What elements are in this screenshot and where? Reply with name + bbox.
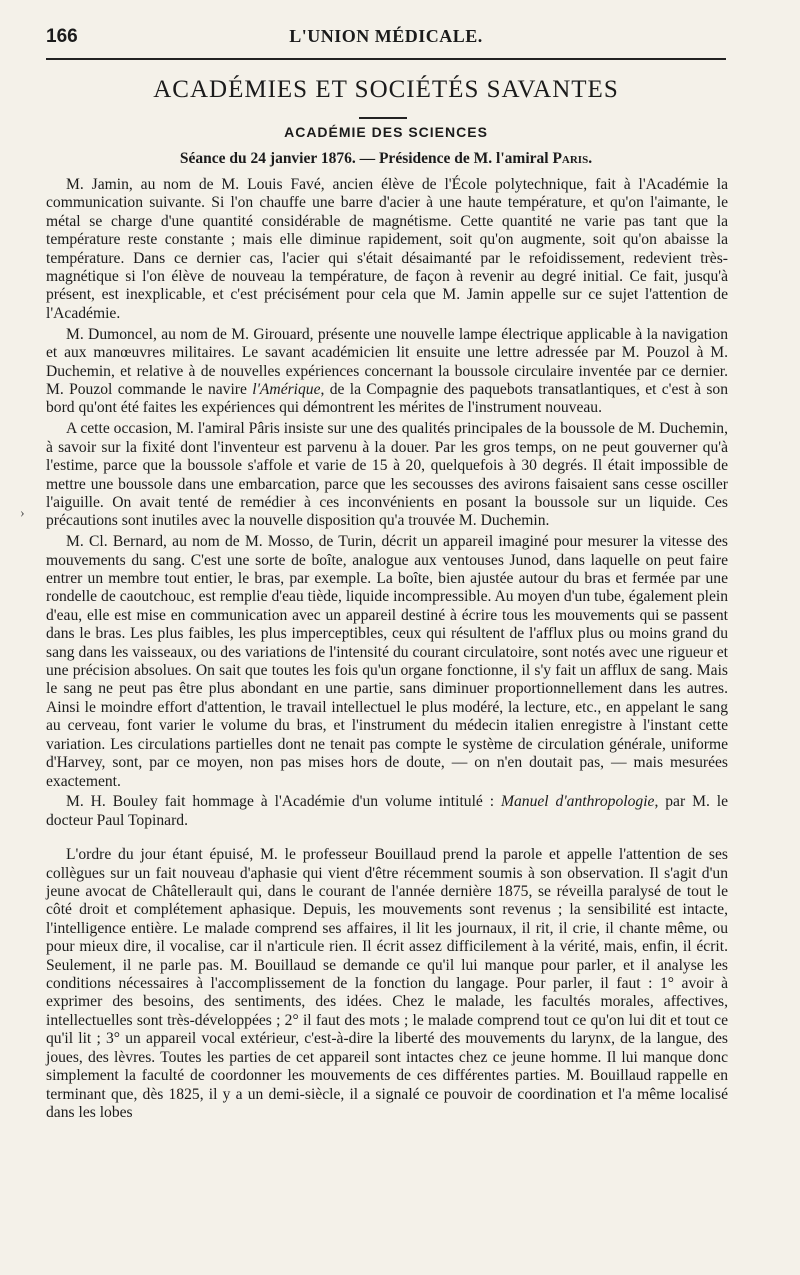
paragraph-text: M. Dumoncel, au nom de M. Girouard, présente une nouvelle lampe électrique applicable à la navigation et aux manœuvres militaires. Le savant académicien lit ensuite une lettre adressée par M. Pouzol à M. Duchemin, et relative à de nouvelles expériences concernant la boussole circulaire inventée par ce dernier. M. Pouzol commande le navire	[46, 325, 728, 398]
section-divider	[359, 117, 407, 119]
journal-title: L'UNION MÉDICALE.	[289, 26, 483, 46]
paragraph-jamin: M. Jamin, au nom de M. Louis Favé, ancien élève de l'École polytechnique, fait à l'Académie la communication suivante. Si l'on chauffe une barre d'acier à une haute température, et qu'on l'aimante, le métal se charge d'une quantité considérable de magnétisme. Cette quantité ne varie pas tant que la température reste constante ; mais elle diminue rapidement, soit qu'on augmente, soit qu'on abaisse la température. Dans ce dernier cas, l'acier qui s'était désaimanté par le refoidissement, redevient très-magnétique si l'on élève de nouveau la température, de façon à revenir au degré initial. Ce fait, jusqu'à présent, est inexplicable, et c'est précisément pour cela que M. Jamin appelle sur ce sujet l'attention de l'Académie.	[46, 176, 728, 322]
article-body	[46, 176, 728, 1125]
running-header	[46, 26, 726, 56]
header-rule	[46, 58, 726, 60]
section-title: ACADÉMIES ET SOCIÉTÉS SAVANTES	[153, 76, 619, 103]
paragraph-text: M. H. Bouley fait hommage à l'Académie d'un volume intitulé :	[66, 793, 501, 811]
paragraph-text: , de la Compagnie des paquebots transatlantiques, et c'est à son bord qu'ont été faites les expériences qui démontrent les mérites de l'instrument nouveau.	[46, 380, 728, 417]
margin-mark: ›	[20, 506, 25, 521]
paragraph-dumoncel	[46, 326, 728, 418]
paragraph-bouillaud: L'ordre du jour étant épuisé, M. le professeur Bouillaud prend la parole et appelle l'attention de ses collègues sur un fait nouveau d'aphasie qui vient d'être récemment soumis à son observation. Il s'agit d'un jeune avocat de Châtellerault qui, dans le courant de l'année dernière 1875, se réveilla paralysé de tout le côté droit et complétement aphasique. Depuis, les mouvements sont revenus ; la sensibilité est intacte, l'intelligence entière. Le malade comprend ses affaires, il lit les journaux, il rit, il crie, il chante même, ou pour mieux dire, il vocalise, car il n'articule rien. Il écrit assez difficilement à la vérité, mais, enfin, il écrit. Seulement, il ne parle pas. M. Bouillaud se demande ce qu'il lui manque pour parler, et il analyse les conditions nécessaires à l'accomplissement de la fonction du langage. Pour parler, il faut : 1° avoir à exprimer des besoins, des sentiments, des idées. Chez le malade, les facultés morales, affectives, intellectuelles sont très-développées ; 2° il faut des mots ; le malade comprend tout ce qu'on lui dit et tout ce qu'il lit ; 3° un appareil vocal extérieur, c'est-à-dire la liberté des mouvements du larynx, de la langue, des joues, des lèvres. Toutes les parties de cet appareil sont intactes chez ce jeune homme. Il lui manque donc simplement la faculté de coordonner les mouvements de ces différentes parties. M. Bouillaud rappelle en terminant que, dès 1825, il y a un demi-siècle, il a signalé ce pouvoir de coordination et l'a même localisé dans les lobes	[46, 846, 728, 1121]
book-title: Manuel d'anthropologie	[500, 793, 655, 811]
ship-name: l'Amérique	[252, 380, 321, 398]
session-date: Séance du 24 janvier 1876. — Présidence de M. l'amiral	[179, 150, 553, 167]
paragraph-text: , par M. le docteur Paul Topinard.	[46, 793, 729, 829]
page-number: 166	[46, 26, 78, 47]
paragraph-bouley	[46, 793, 728, 830]
paragraph-paris: A cette occasion, M. l'amiral Pâris insiste sur une des qualités principales de la boussole de M. Duchemin, à savoir sur la fixité dont l'inventeur est parvenu à la douer. Par les gros temps, on ne peut gouverner qu'à l'estime, parce que la boussole s'affole et varie de 15 à 20, quelquefois à 30 degrés. Il était impossible de mettre une boussole dans une embarcation, parce que les secousses des avirons faisaient sans cesse osciller l'aiguille. On avait tenté de remédier à ces inconvénients en posant la boussole sur un liquide. Ces précautions sont inutiles avec la nouvelle disposition qu'a trouvée M. Duchemin.	[46, 420, 728, 530]
session-president: Paris.	[552, 150, 593, 167]
paragraph-bernard: M. Cl. Bernard, au nom de M. Mosso, de Turin, décrit un appareil imaginé pour mesurer la vitesse des mouvements du sang. C'est une sorte de boîte, analogue aux ventouses Junod, dans laquelle on peut faire entrer un membre tout entier, le bras, par exemple. La boîte, bien ajustée autour du bras et fermée par une rondelle de caoutchouc, est remplie d'eau tiède, liquide incompressible. Au moyen d'un tube, également plein d'eau, elle est mise en communication avec un appareil destiné à écrire tous les mouvements qui se passent dans le bras. Les plus faibles, les plus imperceptibles, ceux qui résultent de l'afflux plus ou moins grand du sang dans les vaisseaux, ou des variations de l'intensité du courant circulatoire, sont notés avec une rigueur et une précision absolues. On sait que toutes les fois qu'un organe fonctionne, il s'y fait un afflux de sang. Mais le sang ne peut pas être plus abondant en une partie, sans diminuer proportionnellement dans les autres. Ainsi le moindre effort d'attention, le travail intellectuel le plus modéré, la lecture, etc., en appelant le sang au cerveau, font varier le volume du bras, et l'instrument du médecin italien enregistre à l'instant cette variation. Les circulations partielles dont ne tenait pas compte le système de circulation générale, uniforme d'Harvey, sont, par ce moyen, non pas mises hors de doute, — on n'en doutait pas, — mais mesurées exactement.	[46, 533, 728, 790]
session-line	[46, 150, 726, 168]
academy-heading: ACADÉMIE DES SCIENCES	[284, 124, 488, 140]
